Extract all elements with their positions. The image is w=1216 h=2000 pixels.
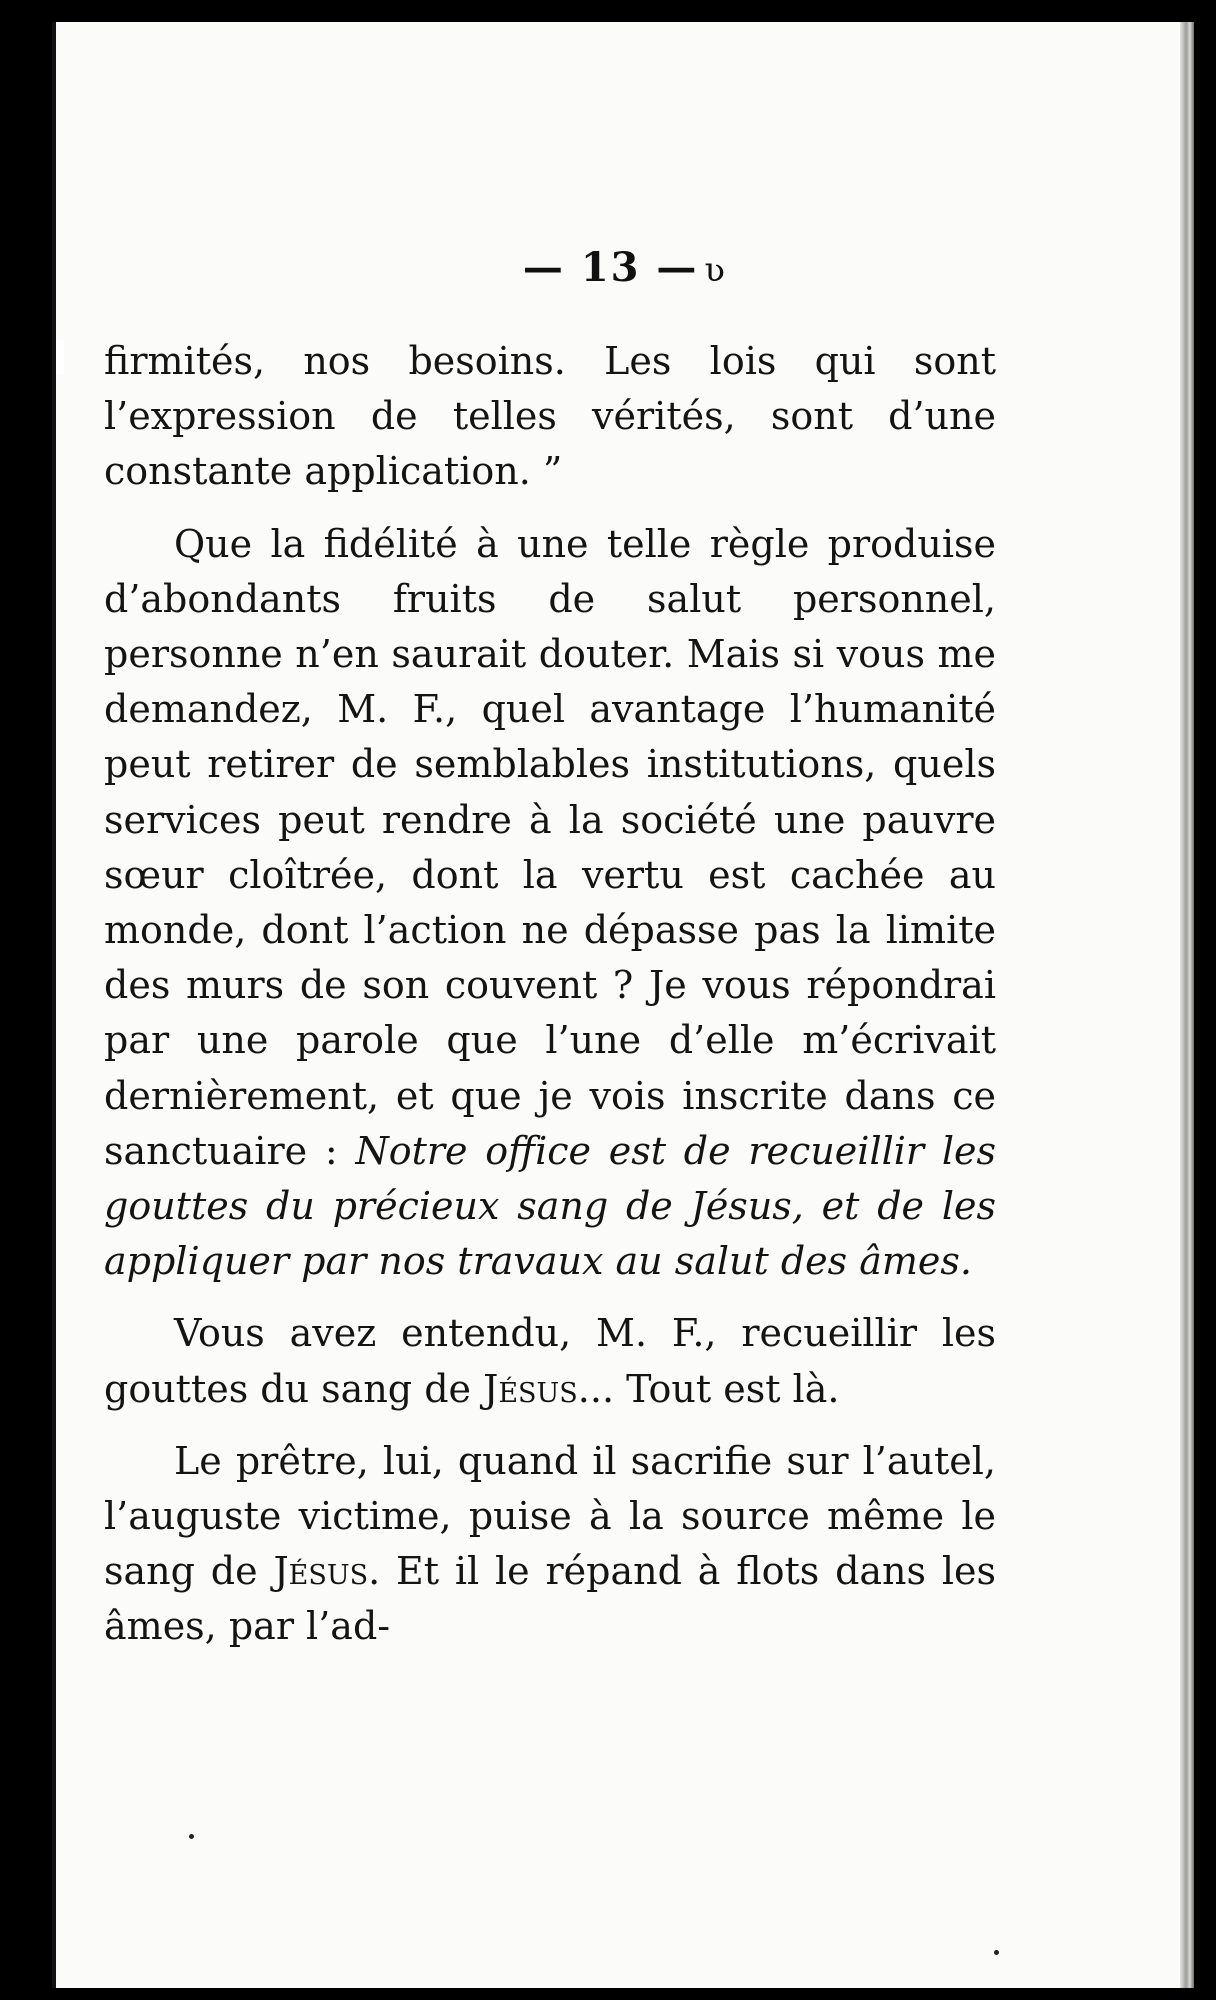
header-mark: ʋ [704,250,728,290]
paragraph-4 [104,1434,996,1655]
body-text [104,334,996,1672]
paragraph-2-text: Que la fidélité à une telle règle produise d’abondants fruits de salut personnel, personne n’en saurait douter. Mais si vous me demandez, M. F., quel avantage l’humanité peut retirer de semblables institutions, quels services peut rendre à la société une pauvre sœur cloîtrée, dont la vertu est cachée au monde, dont l’action ne dépasse pas la limite des murs de son couvent ? Je vous répondrai par une parole que l’une d’elle m’écrivait dernièrement, et que je vois inscrite dans ce sanctuaire : [104,521,996,1173]
paragraph-3 [104,1306,996,1416]
paragraph-4-text-a: Le prêtre, lui, quand il sacrifie sur l’autel, l’auguste victime, puise à la source même le sang de [104,1438,996,1594]
paragraph-4-text-b: . Et il le répand à flots dans les âmes, par l’ad- [104,1549,996,1649]
paragraph-3-text-b: ... Tout est là. [577,1366,840,1411]
paragraph-3-jesus: Jésus [483,1366,578,1411]
ink-speck [994,1950,999,1955]
paragraph-1 [104,334,996,500]
page-number: — 13 — [522,244,699,291]
page-edge [1180,22,1194,1988]
paragraph-2-italic-quote: Notre office est de recueillir les gouttes du précieux sang de Jésus, et de les appliquer par nos travaux au salut des âmes. [104,1128,996,1284]
paragraph-3-text-a: Vous avez entendu, M. F., recueillir les gouttes du sang de [104,1311,996,1411]
book-page [52,22,1194,1988]
page-number-header [56,244,1194,291]
paragraph-4-jesus: Jésus [273,1549,369,1594]
ink-speck [189,1834,194,1839]
margin-mark [56,340,64,374]
paragraph-2 [104,517,996,1290]
paragraph-1-text: firmités, nos besoins. Les lois qui sont l’expression de telles vérités, sont d’une constante application. ” [104,339,996,494]
